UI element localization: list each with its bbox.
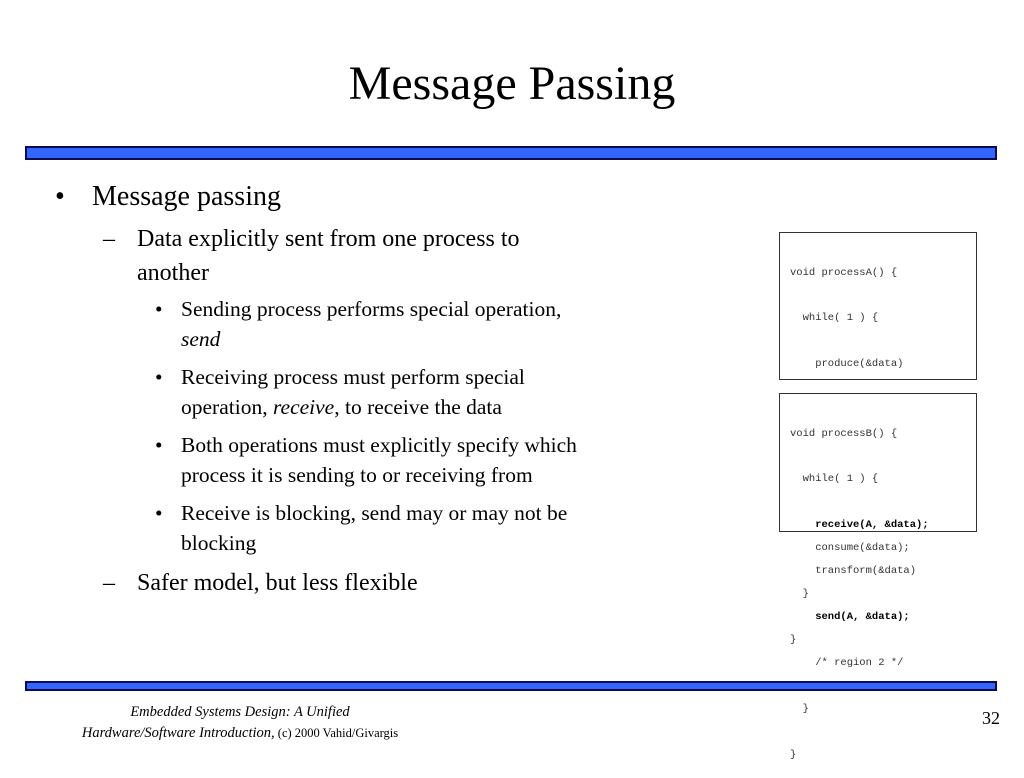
bullet-emphasis: send bbox=[181, 327, 221, 351]
bullet-text-line: Receiving process must perform special bbox=[181, 365, 525, 389]
bullet-level3 bbox=[55, 294, 675, 354]
bullet-level3 bbox=[55, 362, 675, 422]
code-line-receive: receive(A, &data); bbox=[790, 519, 929, 532]
bullet-emphasis: receive bbox=[272, 395, 335, 419]
code-line: } bbox=[790, 702, 809, 715]
bullet-level3 bbox=[55, 430, 675, 490]
bullet-text: Safer model, but less flexible bbox=[137, 570, 418, 596]
bullet-level1 bbox=[55, 180, 675, 214]
title-divider-bar bbox=[25, 146, 997, 160]
slide-title: Message Passing bbox=[348, 57, 676, 110]
code-line: consume(&data); bbox=[790, 541, 910, 554]
slide-content bbox=[55, 180, 675, 604]
code-line-comment: /* region 2 */ bbox=[790, 657, 904, 670]
code-line: } bbox=[790, 587, 809, 600]
bullet-level3 bbox=[55, 498, 675, 558]
bullet-text: , to receive the data bbox=[334, 395, 502, 419]
code-line: transform(&data) bbox=[790, 565, 917, 578]
bullet-dot-icon: • bbox=[155, 501, 163, 525]
footer-line2-italic: Hardware/Software Introduction, bbox=[81, 725, 275, 741]
code-line: while( 1 ) { bbox=[790, 312, 879, 325]
code-line: } bbox=[790, 633, 797, 646]
bullet-text-line: Sending process performs special operation, bbox=[181, 297, 562, 321]
bullet-text-line: process it is sending to or receiving from bbox=[181, 463, 533, 487]
bullet-dot-icon: • bbox=[155, 365, 163, 389]
bullet-text-line: blocking bbox=[181, 531, 257, 555]
bullet-level2 bbox=[55, 566, 675, 600]
page-number: 32 bbox=[982, 708, 1000, 728]
bullet-text-line: another bbox=[137, 260, 209, 286]
bullet-text-line: Data explicitly sent from one process to bbox=[137, 226, 520, 252]
bullet-text-line: Receive is blocking, send may or may not be bbox=[181, 501, 568, 525]
bullet-dot-icon: • bbox=[155, 297, 163, 321]
footer-line1: Embedded Systems Design: A Unified bbox=[130, 704, 350, 720]
footer-citation bbox=[30, 702, 450, 744]
footer-copyright: (c) 2000 Vahid/Givargis bbox=[274, 726, 399, 740]
code-line: void processA() { bbox=[790, 266, 898, 279]
code-line-send: send(A, &data); bbox=[790, 611, 910, 624]
code-line: void processB() { bbox=[790, 427, 898, 440]
bullet-level2 bbox=[55, 222, 675, 290]
code-line: produce(&data) bbox=[790, 358, 904, 371]
dash-icon: – bbox=[103, 570, 115, 596]
code-line: } bbox=[790, 748, 797, 761]
bullet-dot-icon: • bbox=[55, 181, 65, 212]
bullet-text: Message passing bbox=[92, 181, 281, 212]
footer-divider-bar bbox=[25, 681, 997, 691]
bullet-text-line: Both operations must explicitly specify which bbox=[181, 433, 577, 457]
bullet-dot-icon: • bbox=[155, 433, 163, 457]
dash-icon: – bbox=[103, 226, 115, 252]
code-line: while( 1 ) { bbox=[790, 473, 879, 486]
bullet-text: operation, bbox=[181, 395, 273, 419]
